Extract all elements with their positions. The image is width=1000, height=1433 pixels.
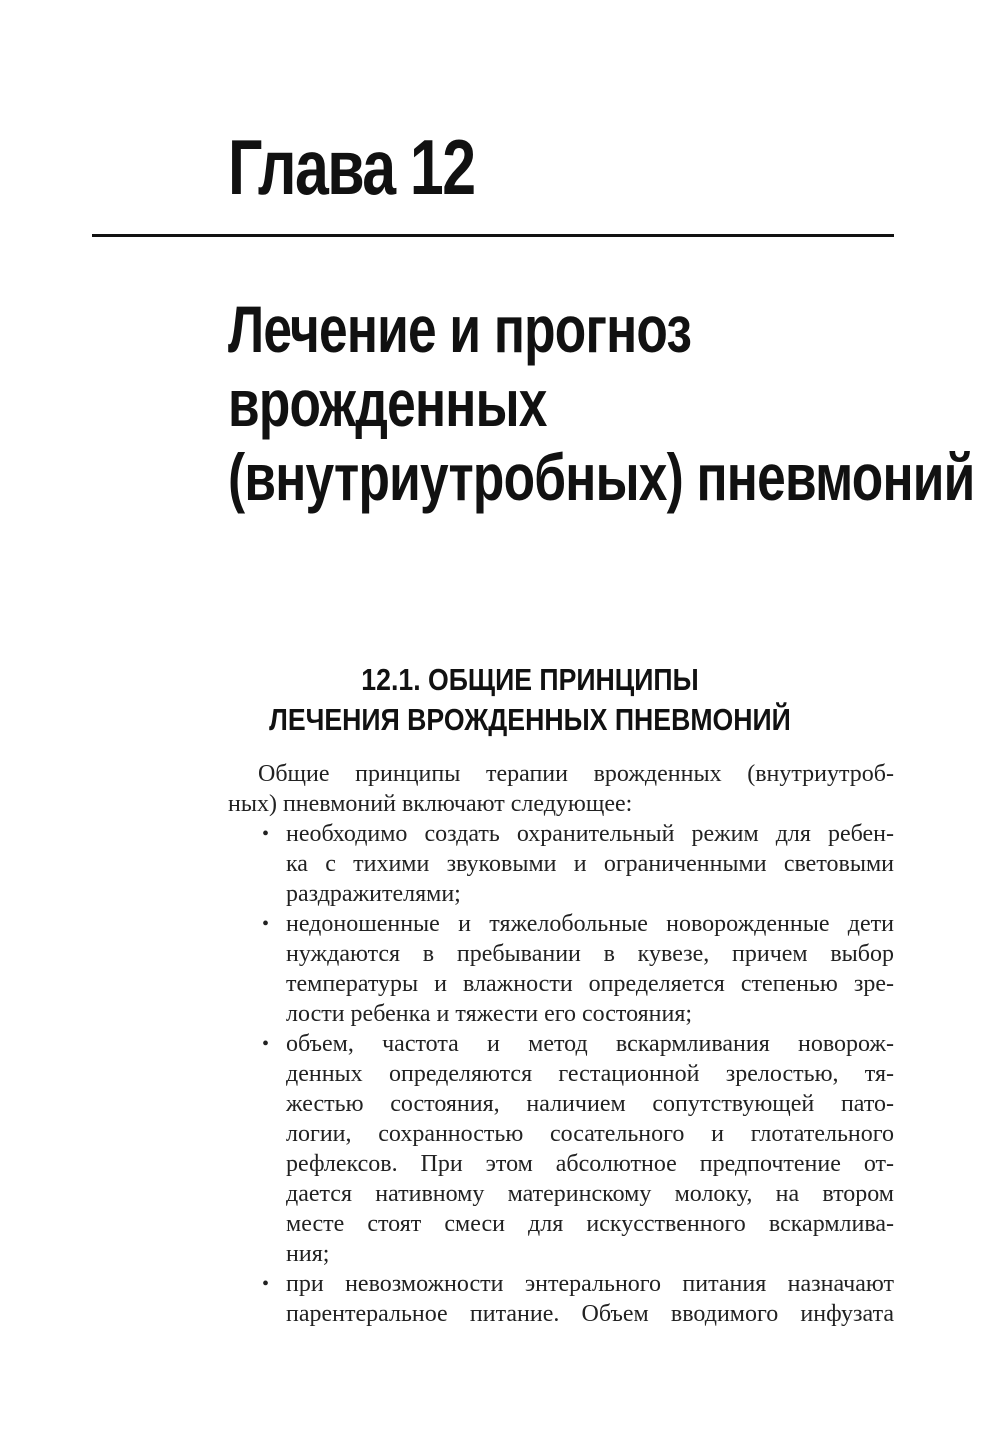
bullet-icon: • xyxy=(262,913,270,935)
text-line: недоношенные и тяжелобольные новорожденные дети xyxy=(286,911,894,937)
list-item xyxy=(228,1269,894,1329)
chapter-title-line: (внутриутробных) пневмоний xyxy=(228,440,975,514)
intro-paragraph xyxy=(228,759,894,819)
bullet-icon: • xyxy=(262,1273,270,1295)
text-line: лости ребенка и тяжести его состояния; xyxy=(286,1001,693,1027)
text-line: жестью состояния, наличием сопутствующей пато- xyxy=(286,1091,894,1117)
text-line: при невозможности энтерального питания назначают xyxy=(286,1271,894,1297)
list-item xyxy=(228,1029,894,1269)
text-line: ния; xyxy=(286,1241,330,1267)
text-line: Общие принципы терапии врожденных (внутриутроб- xyxy=(258,761,894,787)
chapter-title-line: врожденных xyxy=(228,366,547,440)
bullet-icon: • xyxy=(262,1033,270,1055)
text-line: необходимо создать охранительный режим для ребен- xyxy=(286,821,894,847)
body-text xyxy=(228,759,894,1329)
chapter-title-line: Лечение и прогноз xyxy=(228,292,692,366)
section-heading-line: ЛЕЧЕНИЯ ВРОЖДЕННЫХ ПНЕВМОНИЙ xyxy=(269,702,791,737)
bullet-icon: • xyxy=(262,823,270,845)
list-item xyxy=(228,819,894,909)
text-line: месте стоят смеси для искусственного вскармлива- xyxy=(286,1211,894,1237)
list-item xyxy=(228,909,894,1029)
text-line: раздражителями; xyxy=(286,881,461,907)
text-line: рефлексов. При этом абсолютное предпочтение от- xyxy=(286,1151,894,1177)
text-line: объем, частота и метод вскармливания новорож- xyxy=(286,1031,894,1057)
chapter-label: Глава 12 xyxy=(228,123,475,211)
section-heading-line: 12.1. ОБЩИЕ ПРИНЦИПЫ xyxy=(361,662,699,697)
text-line: денных определяются гестационной зрелостью, тя- xyxy=(286,1061,894,1087)
chapter-title xyxy=(228,292,974,514)
chapter-divider xyxy=(92,234,894,237)
text-line: температуры и влажности определяется степенью зре- xyxy=(286,971,894,997)
text-line: нуждаются в пребывании в кувезе, причем выбор xyxy=(286,941,894,967)
text-line: ных) пневмоний включают следующее: xyxy=(228,791,633,817)
section-heading xyxy=(200,660,860,740)
text-line: парентеральное питание. Объем вводимого инфузата xyxy=(286,1301,894,1327)
text-line: ка с тихими звуковыми и ограниченными световыми xyxy=(286,851,894,877)
text-line: дается нативному материнскому молоку, на втором xyxy=(286,1181,894,1207)
text-line: логии, сохранностью сосательного и глотательного xyxy=(286,1121,894,1147)
